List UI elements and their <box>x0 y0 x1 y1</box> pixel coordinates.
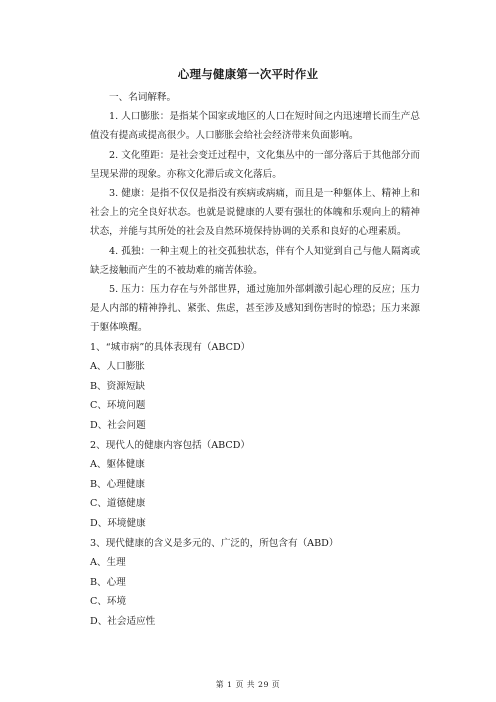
definition-item: 1. 人口膨胀：是指某个国家或地区的人口在短时间之内迅速增长而生产总值没有提高或提高很少。人口膨胀会给社会经济带来负面影响。 <box>90 111 420 142</box>
answer-option: D、环境健康 <box>90 517 146 529</box>
section-heading: 一、名词解释。 <box>109 92 177 103</box>
question-text: 3、现代健康的含义是多元的、广泛的，所包含有（ABD） <box>90 537 339 549</box>
definition-item: 4. 孤独：一种主观上的社交孤独状态，伴有个人知觉到自己与他人隔离或缺乏接触而产生的不被劫难的痛苦体验。 <box>90 245 420 276</box>
question-text: 2、现代人的健康内容包括（ABCD） <box>90 439 251 451</box>
answer-option: D、社会问题 <box>90 420 146 432</box>
question-block <box>90 338 420 436</box>
answer-option: D、社会适应性 <box>90 615 156 627</box>
definition-item: 2. 文化堕距：是社会变迁过程中，文化集丛中的一部分落后于其他部分而呈现呆滞的现象。亦称文化滞后或文化落后。 <box>90 149 420 180</box>
question-text: 1、“城市病”的具体表现有（ABCD） <box>90 341 251 353</box>
answer-option: C、道德健康 <box>90 498 146 510</box>
answer-option: B、心理 <box>90 576 126 588</box>
question-block <box>90 436 420 534</box>
answer-option: C、环境问题 <box>90 400 146 412</box>
answer-option: B、心理健康 <box>90 478 146 490</box>
document-title: 心理与健康第一次平时作业 <box>177 67 319 81</box>
definition-item: 3. 健康：是指不仅仅是指没有疾病或病痛，而且是一种躯体上、精神上和社会上的完全良好状态。也就是说健康的人要有强壮的体魄和乐观向上的精神状态，并能与其所处的社会及自然环境保持协调的关系和良好的心理素质。 <box>90 188 420 238</box>
answer-option: A、躯体健康 <box>90 459 145 471</box>
answer-option: B、资源短缺 <box>90 380 146 392</box>
definition-item: 5. 压力：压力存在与外部世界，通过施加外部刺激引起心理的反应；压力是人内部的精神挣扎、紧张、焦虑，甚至涉及感知到伤害时的惊恐；压力来源于躯体唤醒。 <box>90 284 420 334</box>
question-block <box>90 534 420 632</box>
answer-option: C、环境 <box>90 596 127 608</box>
answer-option: A、人口膨胀 <box>90 361 145 373</box>
document-body <box>90 88 420 632</box>
answer-option: A、生理 <box>90 557 126 569</box>
page-footer: 第 1 页 共 29 页 <box>215 680 281 689</box>
